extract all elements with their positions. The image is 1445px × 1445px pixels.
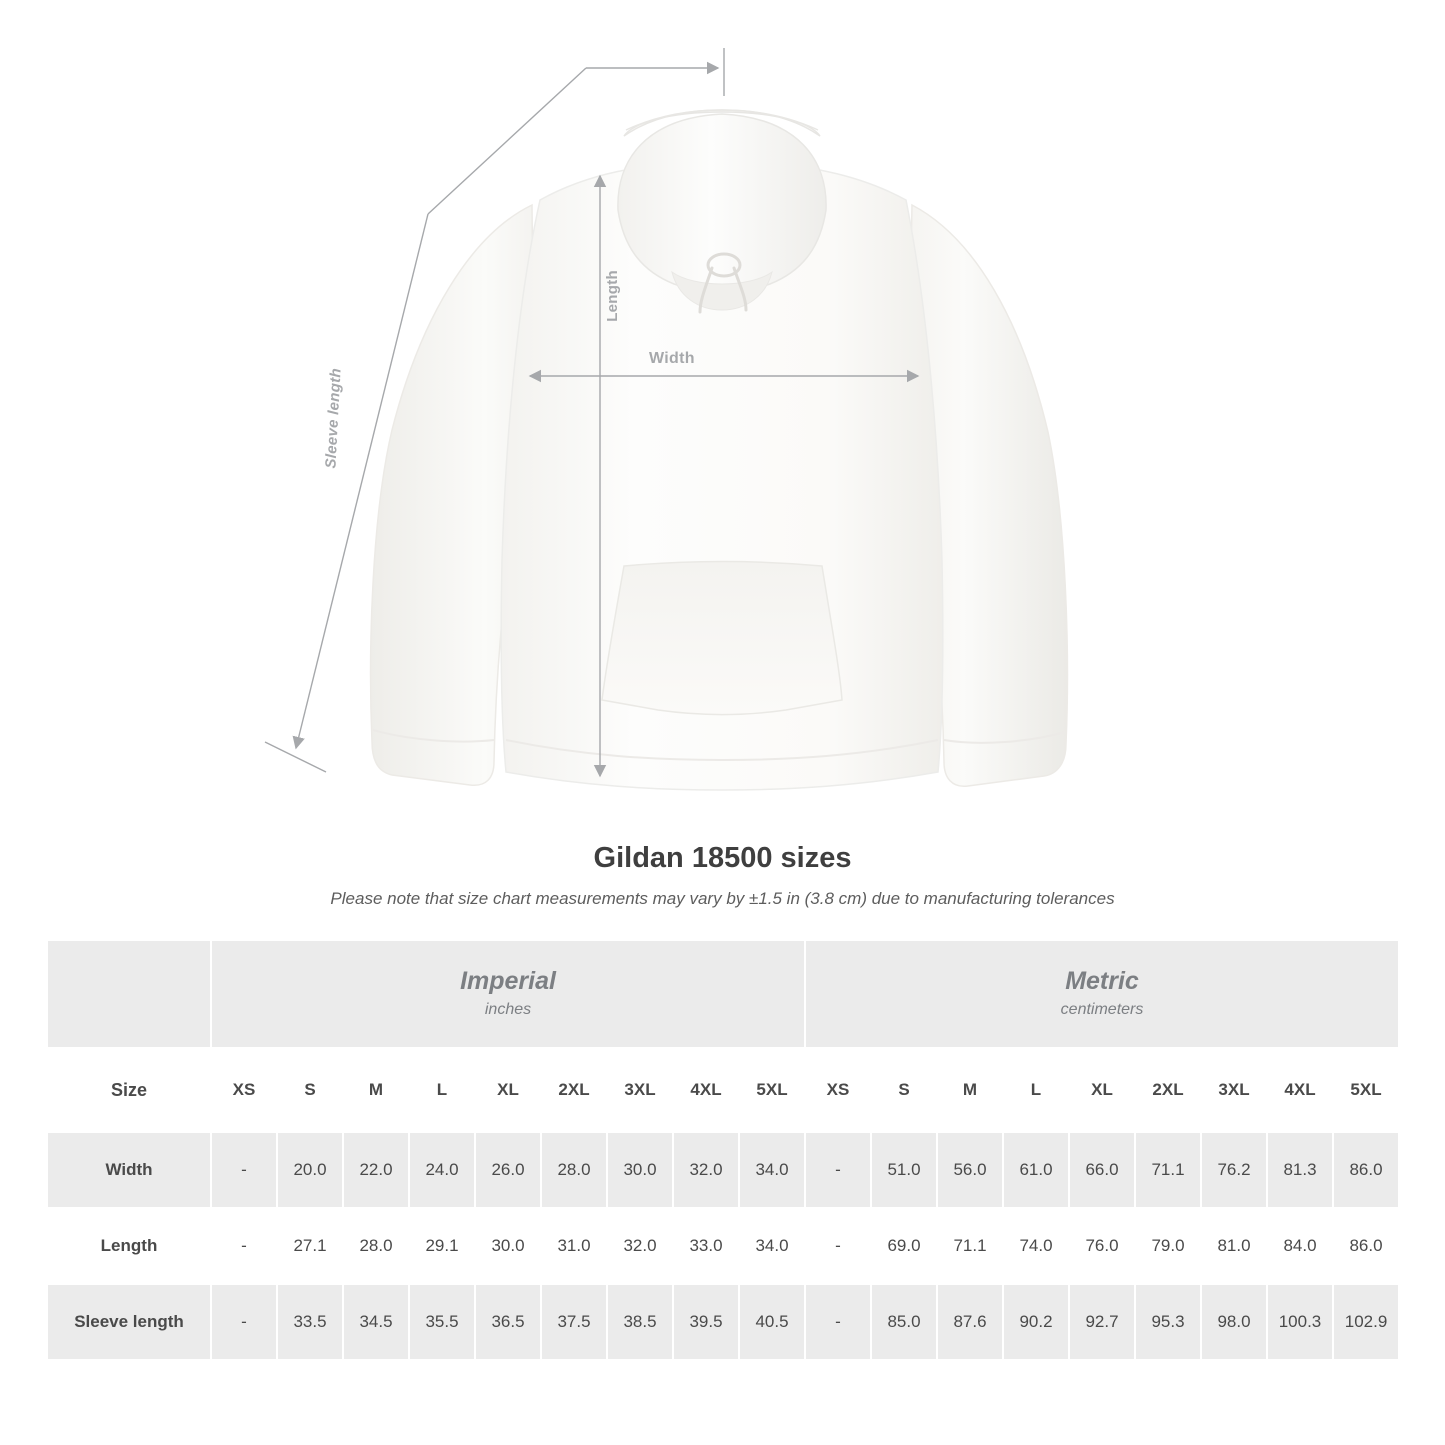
length-imperial-4xl: 33.0 <box>673 1208 739 1284</box>
length-imperial-5xl: 34.0 <box>739 1208 805 1284</box>
header-size-imperial-3xl: 3XL <box>607 1048 673 1132</box>
sleeve-imperial-xs: - <box>211 1284 277 1360</box>
sleeve-imperial-s: 33.5 <box>277 1284 343 1360</box>
sleeve-imperial-l: 35.5 <box>409 1284 475 1360</box>
length-imperial-xs: - <box>211 1208 277 1284</box>
unit-imperial-sub: inches <box>484 1000 532 1018</box>
sleeve-metric-2xl: 95.3 <box>1135 1284 1201 1360</box>
sleeve-imperial-xl: 36.5 <box>475 1284 541 1360</box>
sleeve-imperial-3xl: 38.5 <box>607 1284 673 1360</box>
width-metric-l: 61.0 <box>1003 1132 1069 1208</box>
header-size: Size <box>47 1048 211 1132</box>
width-metric-m: 56.0 <box>937 1132 1003 1208</box>
width-imperial-4xl: 32.0 <box>673 1132 739 1208</box>
width-imperial-l: 24.0 <box>409 1132 475 1208</box>
sleeve-metric-xl: 92.7 <box>1069 1284 1135 1360</box>
header-size-imperial-4xl: 4XL <box>673 1048 739 1132</box>
table-row <box>47 1132 1399 1208</box>
header-size-metric-xs: XS <box>805 1048 871 1132</box>
width-metric-4xl: 81.3 <box>1267 1132 1333 1208</box>
width-metric-xl: 66.0 <box>1069 1132 1135 1208</box>
header-size-metric-m: M <box>937 1048 1003 1132</box>
header-size-imperial-2xl: 2XL <box>541 1048 607 1132</box>
sleeve-metric-4xl: 100.3 <box>1267 1284 1333 1360</box>
header-size-imperial-5xl: 5XL <box>739 1048 805 1132</box>
width-imperial-s: 20.0 <box>277 1132 343 1208</box>
header-size-imperial-l: L <box>409 1048 475 1132</box>
width-imperial-xl: 26.0 <box>475 1132 541 1208</box>
header-size-metric-s: S <box>871 1048 937 1132</box>
unit-imperial <box>211 940 805 1048</box>
width-metric-xs: - <box>805 1132 871 1208</box>
width-metric-5xl: 86.0 <box>1333 1132 1399 1208</box>
header-size-metric-2xl: 2XL <box>1135 1048 1201 1132</box>
sleeve-metric-m: 87.6 <box>937 1284 1003 1360</box>
sleeve-metric-l: 90.2 <box>1003 1284 1069 1360</box>
length-imperial-l: 29.1 <box>409 1208 475 1284</box>
sleeve-imperial-m: 34.5 <box>343 1284 409 1360</box>
row-label-width: Width <box>47 1132 211 1208</box>
length-metric-2xl: 79.0 <box>1135 1208 1201 1284</box>
length-metric-3xl: 81.0 <box>1201 1208 1267 1284</box>
length-metric-xs: - <box>805 1208 871 1284</box>
sleeve-metric-xs: - <box>805 1284 871 1360</box>
header-size-metric-4xl: 4XL <box>1267 1048 1333 1132</box>
length-metric-4xl: 84.0 <box>1267 1208 1333 1284</box>
units-header-row <box>47 940 1399 1048</box>
length-metric-l: 74.0 <box>1003 1208 1069 1284</box>
sleeve-imperial-4xl: 39.5 <box>673 1284 739 1360</box>
label-sleeve-length: Sleeve length <box>322 367 345 469</box>
table-row <box>47 1208 1399 1284</box>
header-size-imperial-s: S <box>277 1048 343 1132</box>
page-title: Gildan 18500 sizes <box>593 842 852 874</box>
length-metric-xl: 76.0 <box>1069 1208 1135 1284</box>
row-label-sleeve-length: Sleeve length <box>47 1284 211 1360</box>
length-imperial-3xl: 32.0 <box>607 1208 673 1284</box>
width-metric-s: 51.0 <box>871 1132 937 1208</box>
length-imperial-xl: 30.0 <box>475 1208 541 1284</box>
row-label-length: Length <box>47 1208 211 1284</box>
width-metric-2xl: 71.1 <box>1135 1132 1201 1208</box>
length-metric-m: 71.1 <box>937 1208 1003 1284</box>
table-row <box>47 1284 1399 1360</box>
size-chart-table <box>46 939 1400 1361</box>
tolerance-note: Please note that size chart measurements may vary by ±1.5 in (3.8 cm) due to manufacturing tolerances <box>330 889 1115 908</box>
size-header-row <box>47 1048 1399 1132</box>
header-size-metric-5xl: 5XL <box>1333 1048 1399 1132</box>
width-metric-3xl: 76.2 <box>1201 1132 1267 1208</box>
width-imperial-5xl: 34.0 <box>739 1132 805 1208</box>
header-size-imperial-m: M <box>343 1048 409 1132</box>
hoodie-body-shape <box>371 110 1068 790</box>
sleeve-imperial-2xl: 37.5 <box>541 1284 607 1360</box>
header-size-imperial-xl: XL <box>475 1048 541 1132</box>
unit-imperial-name: Imperial <box>460 966 556 995</box>
label-length: Length <box>604 270 621 322</box>
header-size-metric-3xl: 3XL <box>1201 1048 1267 1132</box>
length-metric-5xl: 86.0 <box>1333 1208 1399 1284</box>
unit-metric-sub: centimeters <box>1060 1000 1144 1018</box>
header-size-metric-l: L <box>1003 1048 1069 1132</box>
unit-metric-name: Metric <box>1065 966 1139 995</box>
sleeve-metric-5xl: 102.9 <box>1333 1284 1399 1360</box>
sleeve-metric-3xl: 98.0 <box>1201 1284 1267 1360</box>
units-header-spacer <box>47 940 211 1048</box>
width-imperial-3xl: 30.0 <box>607 1132 673 1208</box>
length-imperial-s: 27.1 <box>277 1208 343 1284</box>
width-imperial-m: 22.0 <box>343 1132 409 1208</box>
width-imperial-2xl: 28.0 <box>541 1132 607 1208</box>
unit-metric <box>805 940 1399 1048</box>
length-metric-s: 69.0 <box>871 1208 937 1284</box>
header-size-imperial-xs: XS <box>211 1048 277 1132</box>
header-size-metric-xl: XL <box>1069 1048 1135 1132</box>
sleeve-imperial-5xl: 40.5 <box>739 1284 805 1360</box>
length-imperial-m: 28.0 <box>343 1208 409 1284</box>
length-imperial-2xl: 31.0 <box>541 1208 607 1284</box>
label-width: Width <box>649 350 695 367</box>
title-block <box>0 842 1445 909</box>
size-table-wrap <box>46 939 1399 1361</box>
sleeve-metric-s: 85.0 <box>871 1284 937 1360</box>
width-imperial-xs: - <box>211 1132 277 1208</box>
